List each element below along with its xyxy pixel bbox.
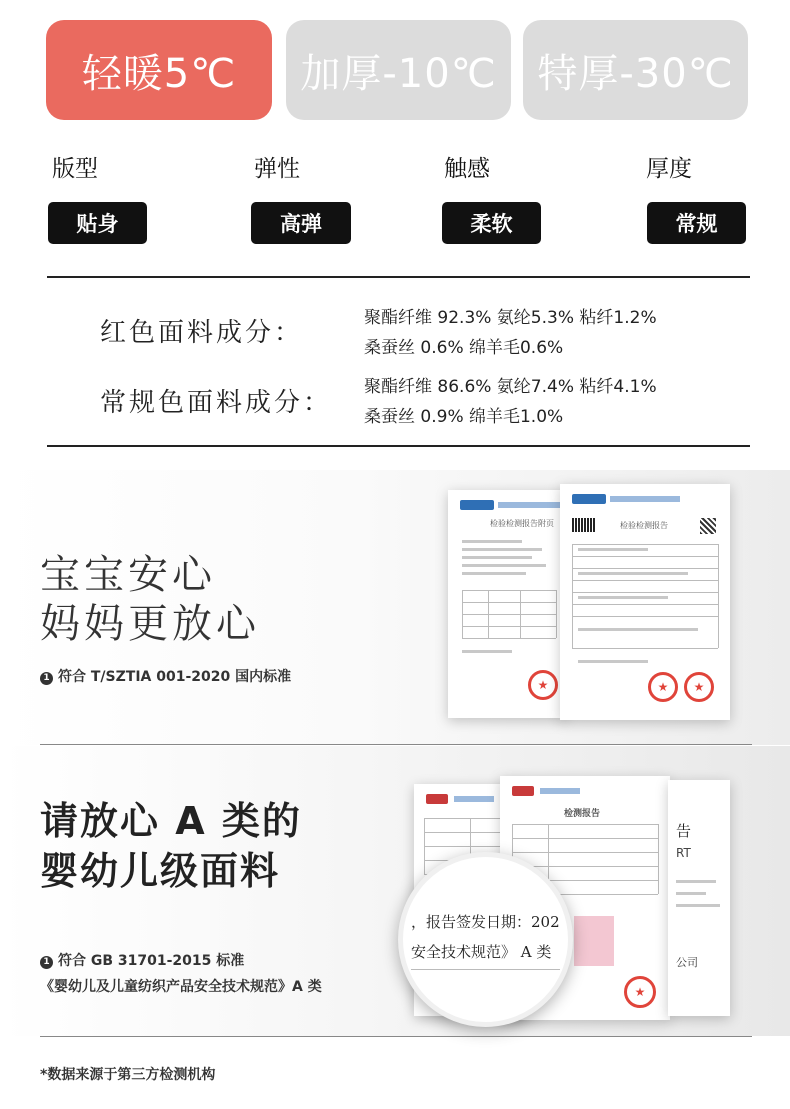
slogan-infant-fabric: 婴幼儿级面料 xyxy=(40,849,281,893)
standard-note-1-text: 符合 T/SZTIA 001-2020 国内标准 xyxy=(58,669,292,685)
report-e-char1: 告 xyxy=(676,822,692,840)
red-composition-line1: 聚酯纤维 92.3% 氨纶5.3% 粘纤1.2% xyxy=(364,308,657,328)
attr-elasticity-title: 弹性 xyxy=(254,156,300,182)
regular-composition-line2: 桑蚕丝 0.9% 绵羊毛1.0% xyxy=(364,407,564,427)
report-d-title: 检测报告 xyxy=(564,809,601,819)
report-e-char3: 公司 xyxy=(676,956,698,969)
section-divider xyxy=(40,744,752,745)
attr-elasticity-badge: 高弹 xyxy=(251,202,351,244)
divider-bottom xyxy=(47,445,750,447)
report-b-title: 检验检测报告 xyxy=(620,521,668,530)
test-report-image-b xyxy=(560,484,730,720)
attr-feel-title: 触感 xyxy=(444,156,490,182)
magnifier-lens xyxy=(398,852,573,1027)
red-stamp-icon xyxy=(648,672,678,702)
divider-top xyxy=(47,276,750,278)
test-report-image-e xyxy=(668,780,730,1016)
standard-note-2-text: 符合 GB 31701-2015 标准 xyxy=(58,953,245,969)
footer-divider xyxy=(40,1036,752,1037)
magnifier-grade-a: 安全技术规范》 A 类 xyxy=(411,943,552,961)
red-stamp-icon xyxy=(624,976,656,1008)
attr-thickness-title: 厚度 xyxy=(646,156,692,182)
regular-composition-line1: 聚酯纤维 86.6% 氨纶7.4% 粘纤4.1% xyxy=(364,377,657,397)
standard-note-2-spec: 《婴幼儿及儿童纺织产品安全技术规范》A 类 xyxy=(40,979,322,995)
red-composition-label: 红色面料成分： xyxy=(100,318,304,348)
attr-feel-badge: 柔软 xyxy=(442,202,541,244)
red-stamp-icon xyxy=(684,672,714,702)
tab-thick[interactable]: 加厚-10℃ xyxy=(286,20,511,120)
number-circle-icon: 1 xyxy=(40,956,53,969)
slogan-baby-safe: 宝宝安心 xyxy=(40,552,216,598)
standard-note-1 xyxy=(40,666,291,686)
attr-thickness-badge: 常规 xyxy=(647,202,746,244)
report-e-char2: RT xyxy=(676,846,691,860)
attr-fit-badge: 贴身 xyxy=(48,202,147,244)
tab-extra-thick[interactable]: 特厚-30℃ xyxy=(523,20,748,120)
data-source-note: *数据来源于第三方检测机构 xyxy=(40,1067,216,1083)
red-composition-line2: 桑蚕丝 0.6% 绵羊毛0.6% xyxy=(364,338,564,358)
tab-light-warm[interactable]: 轻暖5℃ xyxy=(46,20,272,120)
magnifier-issue-date: ，报告签发日期：202 xyxy=(411,913,560,931)
warmth-tabs xyxy=(46,20,748,120)
attr-fit-title: 版型 xyxy=(52,156,98,182)
regular-composition-label: 常规色面料成分： xyxy=(100,388,333,418)
report-a-title: 检验检测报告附页 xyxy=(490,519,554,528)
standard-note-2 xyxy=(40,950,244,970)
number-circle-icon: 1 xyxy=(40,672,53,685)
test-report-image-a xyxy=(448,490,566,718)
slogan-mom-assured: 妈妈更放心 xyxy=(40,601,260,647)
red-stamp-icon xyxy=(528,670,558,700)
slogan-grade-a: 请放心 A 类的 xyxy=(40,799,302,843)
